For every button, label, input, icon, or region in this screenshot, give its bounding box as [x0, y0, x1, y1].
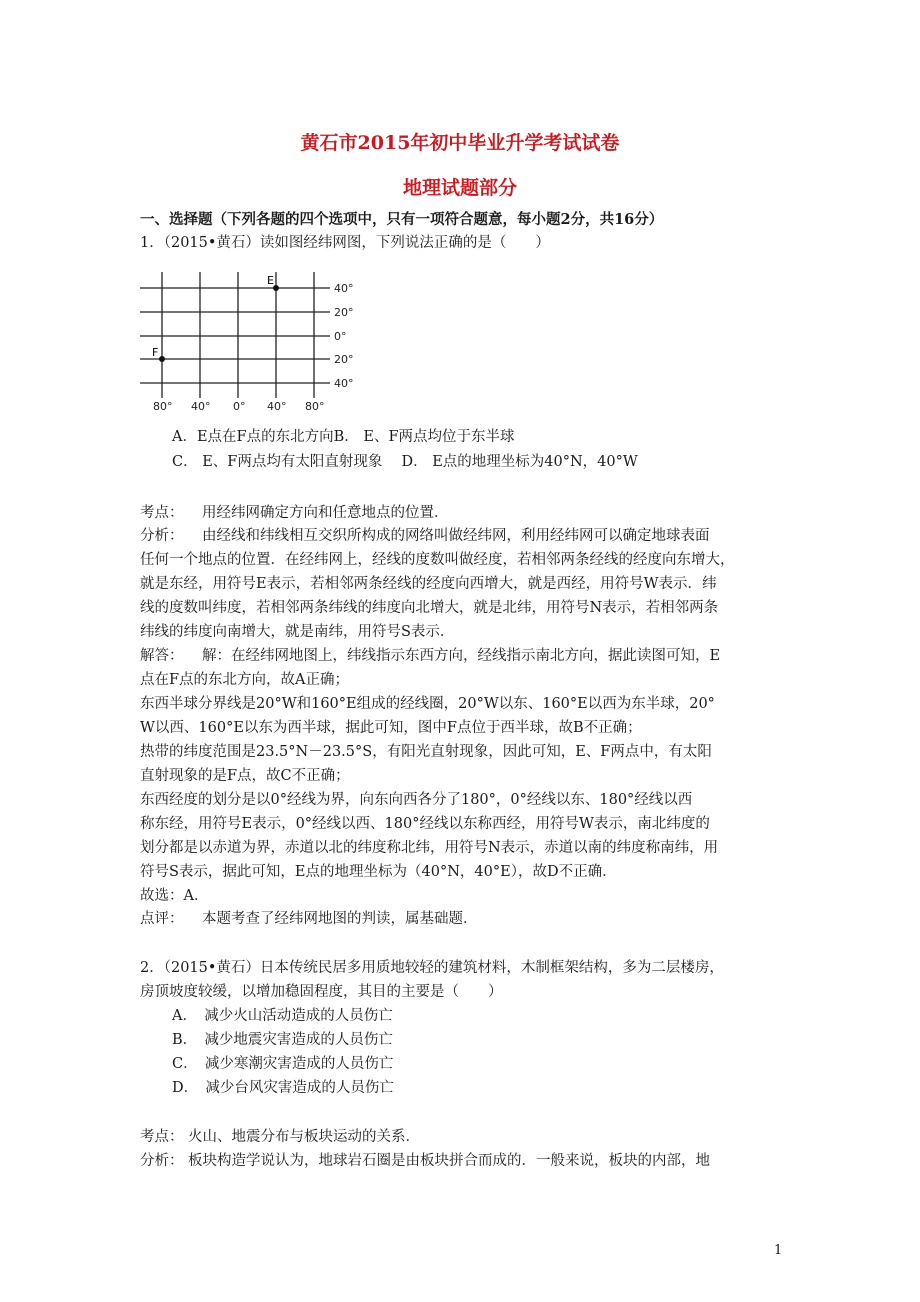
q1-fenxi-line: 纬线的纬度向南增大，就是南纬，用符号S表示． [140, 624, 455, 640]
q2-option: A． 减少火山活动造成的人员伤亡 [172, 1008, 393, 1024]
page-number: 1 [774, 1243, 783, 1258]
q1-jieda-line: 称东经，用符号E表示，0°经线以西、180°经线以东称西经，用符号W表示，南北纬度的 [140, 816, 710, 832]
fenxi-text: 由经线和纬线相互交织所构成的网络叫做经纬网，利用经纬网可以确定地球表面 [202, 528, 710, 544]
jieda-text: 解：在经纬网地图上，纬线指示东西方向，经线指示南北方向，据此读图可知，E [202, 648, 721, 664]
q1-jieda-line: 直射现象的是F点，故C不正确； [140, 768, 350, 784]
q1-jieda-line: 划分都是以赤道为界，赤道以北的纬度称北纬，用符号N表示，赤道以南的纬度称南纬，用 [140, 840, 719, 856]
point-e-label: E [267, 274, 274, 287]
q2-option: D． 减少台风灾害造成的人员伤亡 [172, 1080, 394, 1096]
q1-jieda-line: 故选：A． [140, 888, 209, 904]
q1-jieda-line: 符号S表示，据此可知，E点的地理坐标为（40°N，40°E），故D不正确． [140, 864, 617, 880]
q2-option: C． 减少寒潮灾害造成的人员伤亡 [172, 1056, 394, 1072]
grid-lines [140, 272, 330, 398]
lon-label: 40° [267, 400, 287, 413]
lat-label: 20° [334, 353, 354, 366]
lon-label: 40° [191, 400, 211, 413]
document-subtitle: 地理试题部分 [402, 177, 517, 199]
kaodian-text: 火山、地震分布与板块运动的关系． [188, 1129, 420, 1145]
q1-options-line1: A．E点在F点的东北方向B． E、F两点均位于东半球 [172, 429, 515, 445]
lat-label: 40° [334, 377, 354, 390]
q1-stem: 1．（2015•黄石）读如图经纬网图，下列说法正确的是（ ） [140, 235, 550, 251]
fenxi-label: 分析： [140, 1153, 184, 1169]
latlon-grid-figure [140, 268, 360, 413]
lon-label: 80° [305, 400, 325, 413]
q2-stem-line1: 2．（2015•黄石）日本传统民居多用质地较轻的建筑材料，木制框架结构，多为二层楼房， [140, 960, 724, 976]
point-f-label: F [152, 346, 159, 359]
q2-kaodian [140, 1127, 420, 1147]
q1-fenxi-line: 线的度数叫纬度，若相邻两条纬线的纬度向北增大，就是北纬，用符号N表示，若相邻两条 [140, 600, 719, 616]
kaodian-label: 考点： [140, 505, 184, 521]
q1-dianping [140, 909, 478, 929]
document-title: 黄石市2015年初中毕业升学考试试卷 [300, 132, 620, 154]
q1-fenxi-line: 任何一个地点的位置．在经纬网上，经线的度数叫做经度，若相邻两条经线的经度向东增大， [140, 552, 735, 568]
q1-jieda-line: 东西半球分界线是20°W和160°E组成的经线圈，20°W以东、160°E以西为东半球，20° [140, 696, 715, 712]
q1-options-line2: C． E、F两点均有太阳直射现象 D． E点的地理坐标为40°N，40°W [172, 454, 638, 470]
q1-jieda-line: 点在F点的东北方向，故A正确； [140, 672, 350, 688]
lon-label: 80° [153, 400, 173, 413]
q2-fenxi [140, 1151, 710, 1171]
kaodian-text: 用经纬网确定方向和任意地点的位置． [202, 505, 449, 521]
fenxi-text: 板块构造学说认为，地球岩石圈是由板块拼合而成的．一般来说，板块的内部，地 [188, 1153, 710, 1169]
fenxi-label: 分析： [140, 528, 184, 544]
q1-jieda-line: W以西、160°E以东为西半球，据此可知，图中F点位于西半球，故B不正确； [140, 720, 642, 736]
lat-label: 20° [334, 306, 354, 319]
lon-label: 0° [233, 400, 246, 413]
lat-label: 0° [334, 330, 347, 343]
q1-kaodian [140, 503, 449, 523]
section-heading: 一、选择题（下列各题的四个选项中，只有一项符合题意，每小题2分，共16分） [140, 211, 664, 228]
dianping-label: 点评： [140, 911, 184, 927]
q2-stem-line2: 房顶坡度较缓，以增加稳固程度，其目的主要是（ ） [140, 984, 503, 1000]
q1-jieda-line [140, 646, 720, 666]
q1-fenxi-line: 就是东经，用符号E表示，若相邻两条经线的经度向西增大，就是西经，用符号W表示．纬 [140, 576, 717, 592]
q1-jieda-line: 热带的纬度范围是23.5°N－23.5°S，有阳光直射现象，因此可知，E、F两点中，有太阳 [140, 744, 712, 760]
q2-option: B． 减少地震灾害造成的人员伤亡 [172, 1032, 393, 1048]
jieda-label: 解答： [140, 648, 184, 664]
lat-label: 40° [334, 282, 354, 295]
point-f-marker [159, 356, 165, 362]
dianping-text: 本题考查了经纬网地图的判读，属基础题． [202, 911, 478, 927]
kaodian-label: 考点： [140, 1129, 184, 1145]
q1-jieda-line: 东西经度的划分是以0°经线为界，向东向西各分了180°，0°经线以东、180°经线以西 [140, 792, 693, 808]
q1-fenxi-line [140, 526, 710, 546]
